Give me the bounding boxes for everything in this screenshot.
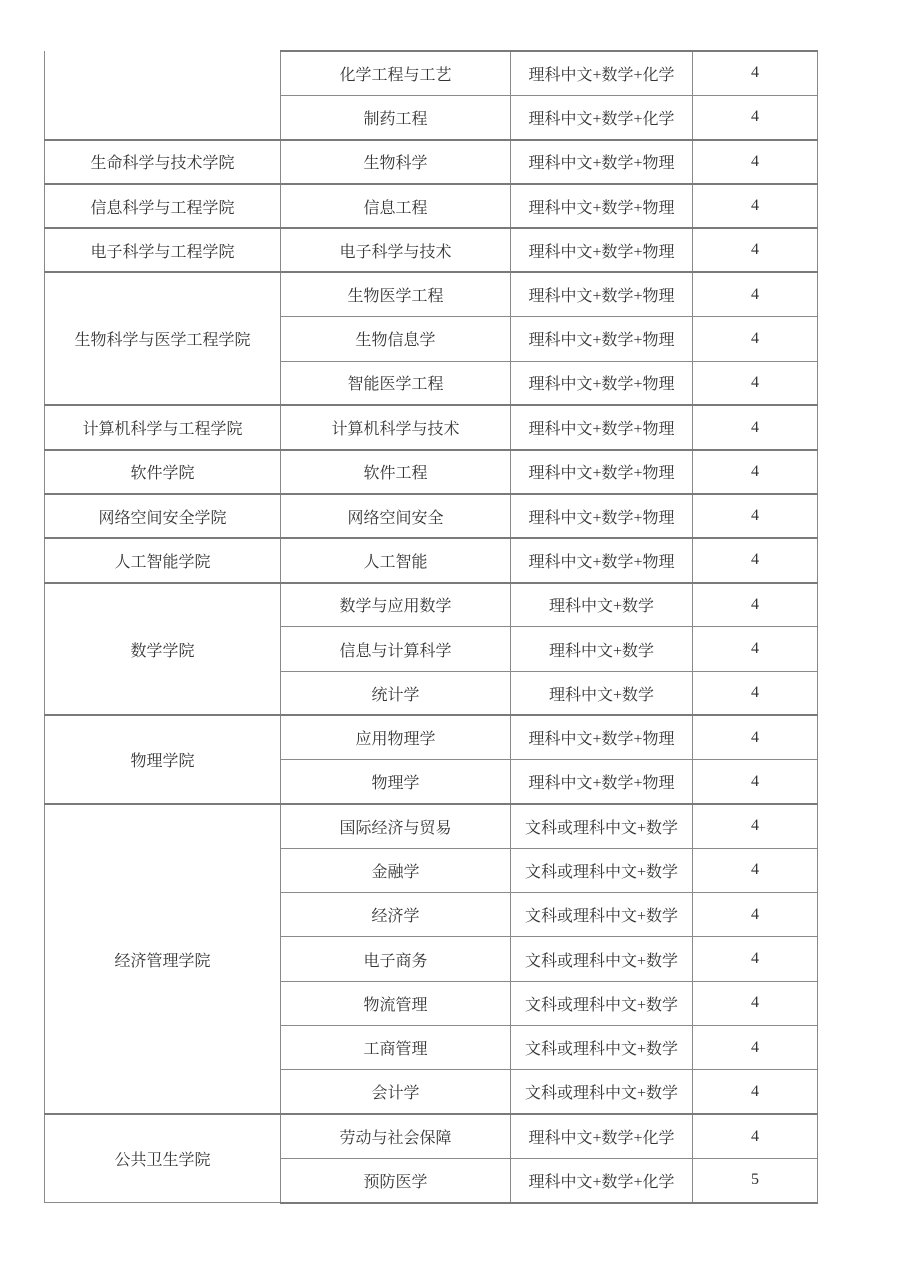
major-cell: 生物医学工程: [281, 272, 511, 316]
subjects-cell: 文科或理科中文+数学: [511, 804, 693, 848]
subjects-cell: 文科或理科中文+数学: [511, 981, 693, 1025]
major-cell: 电子商务: [281, 937, 511, 981]
years-cell: 4: [693, 184, 818, 228]
years-cell: 4: [693, 228, 818, 272]
years-cell: 4: [693, 848, 818, 892]
college-cell: 信息科学与工程学院: [45, 184, 281, 228]
subjects-cell: 理科中文+数学: [511, 583, 693, 627]
years-cell: 4: [693, 760, 818, 804]
subjects-cell: 理科中文+数学+物理: [511, 184, 693, 228]
table-row: [45, 804, 818, 848]
table-row: [45, 538, 818, 582]
major-cell: 智能医学工程: [281, 361, 511, 405]
table-row: [45, 405, 818, 449]
subjects-cell: 理科中文+数学+化学: [511, 95, 693, 139]
subjects-cell: 理科中文+数学+物理: [511, 450, 693, 494]
major-cell: 应用物理学: [281, 715, 511, 759]
years-cell: 4: [693, 981, 818, 1025]
table-row: [45, 228, 818, 272]
subjects-cell: 理科中文+数学: [511, 671, 693, 715]
subjects-cell: 理科中文+数学+物理: [511, 317, 693, 361]
years-cell: 4: [693, 140, 818, 184]
years-cell: 4: [693, 627, 818, 671]
years-cell: 4: [693, 95, 818, 139]
years-cell: 4: [693, 937, 818, 981]
years-cell: 4: [693, 583, 818, 627]
major-cell: 人工智能: [281, 538, 511, 582]
major-cell: 金融学: [281, 848, 511, 892]
major-cell: 国际经济与贸易: [281, 804, 511, 848]
years-cell: 4: [693, 405, 818, 449]
subjects-cell: 理科中文+数学+物理: [511, 228, 693, 272]
major-cell: 生物信息学: [281, 317, 511, 361]
subjects-cell: 文科或理科中文+数学: [511, 893, 693, 937]
major-cell: 网络空间安全: [281, 494, 511, 538]
years-cell: 4: [693, 450, 818, 494]
years-cell: 4: [693, 494, 818, 538]
years-cell: 4: [693, 538, 818, 582]
major-cell: 工商管理: [281, 1026, 511, 1070]
table-row: [45, 494, 818, 538]
major-cell: 数学与应用数学: [281, 583, 511, 627]
major-cell: 劳动与社会保障: [281, 1114, 511, 1158]
subjects-cell: 理科中文+数学+物理: [511, 361, 693, 405]
years-cell: 4: [693, 317, 818, 361]
years-cell: 4: [693, 715, 818, 759]
subjects-cell: 理科中文+数学+物理: [511, 494, 693, 538]
college-cell: 物理学院: [45, 715, 281, 804]
major-cell: 会计学: [281, 1070, 511, 1114]
major-cell: 经济学: [281, 893, 511, 937]
major-cell: 电子科学与技术: [281, 228, 511, 272]
table-row: [45, 583, 818, 627]
major-cell: 制药工程: [281, 95, 511, 139]
years-cell: 4: [693, 893, 818, 937]
major-cell: 物理学: [281, 760, 511, 804]
table-row: [45, 51, 818, 95]
college-cell: 计算机科学与工程学院: [45, 405, 281, 449]
subjects-cell: 理科中文+数学+化学: [511, 1114, 693, 1158]
admissions-table: [44, 50, 818, 1204]
years-cell: 4: [693, 361, 818, 405]
college-cell: 人工智能学院: [45, 538, 281, 582]
years-cell: 4: [693, 272, 818, 316]
major-cell: 生物科学: [281, 140, 511, 184]
admissions-table-body: [45, 51, 818, 1203]
years-cell: 4: [693, 671, 818, 715]
college-cell: 数学学院: [45, 583, 281, 716]
college-cell: 生命科学与技术学院: [45, 140, 281, 184]
subjects-cell: 文科或理科中文+数学: [511, 937, 693, 981]
years-cell: 4: [693, 51, 818, 95]
subjects-cell: 理科中文+数学+物理: [511, 272, 693, 316]
subjects-cell: 理科中文+数学+化学: [511, 1158, 693, 1202]
subjects-cell: 文科或理科中文+数学: [511, 1070, 693, 1114]
college-cell: 经济管理学院: [45, 804, 281, 1114]
college-cell: 软件学院: [45, 450, 281, 494]
subjects-cell: 文科或理科中文+数学: [511, 1026, 693, 1070]
table-row: [45, 184, 818, 228]
table-row: [45, 272, 818, 316]
table-row: [45, 140, 818, 184]
major-cell: 软件工程: [281, 450, 511, 494]
subjects-cell: 理科中文+数学: [511, 627, 693, 671]
major-cell: 统计学: [281, 671, 511, 715]
subjects-cell: 理科中文+数学+物理: [511, 760, 693, 804]
major-cell: 预防医学: [281, 1158, 511, 1202]
major-cell: 信息工程: [281, 184, 511, 228]
table-row: [45, 715, 818, 759]
years-cell: 4: [693, 1026, 818, 1070]
years-cell: 5: [693, 1158, 818, 1202]
major-cell: 计算机科学与技术: [281, 405, 511, 449]
college-cell: 公共卫生学院: [45, 1114, 281, 1203]
subjects-cell: 理科中文+数学+物理: [511, 405, 693, 449]
subjects-cell: 理科中文+数学+化学: [511, 51, 693, 95]
table-row: [45, 450, 818, 494]
subjects-cell: 文科或理科中文+数学: [511, 848, 693, 892]
subjects-cell: 理科中文+数学+物理: [511, 715, 693, 759]
college-cell: 电子科学与工程学院: [45, 228, 281, 272]
years-cell: 4: [693, 804, 818, 848]
college-cell: 网络空间安全学院: [45, 494, 281, 538]
years-cell: 4: [693, 1070, 818, 1114]
subjects-cell: 理科中文+数学+物理: [511, 538, 693, 582]
college-cell-continued: [45, 51, 281, 140]
college-cell: 生物科学与医学工程学院: [45, 272, 281, 405]
major-cell: 化学工程与工艺: [281, 51, 511, 95]
subjects-cell: 理科中文+数学+物理: [511, 140, 693, 184]
major-cell: 信息与计算科学: [281, 627, 511, 671]
years-cell: 4: [693, 1114, 818, 1158]
major-cell: 物流管理: [281, 981, 511, 1025]
table-row: [45, 1114, 818, 1158]
